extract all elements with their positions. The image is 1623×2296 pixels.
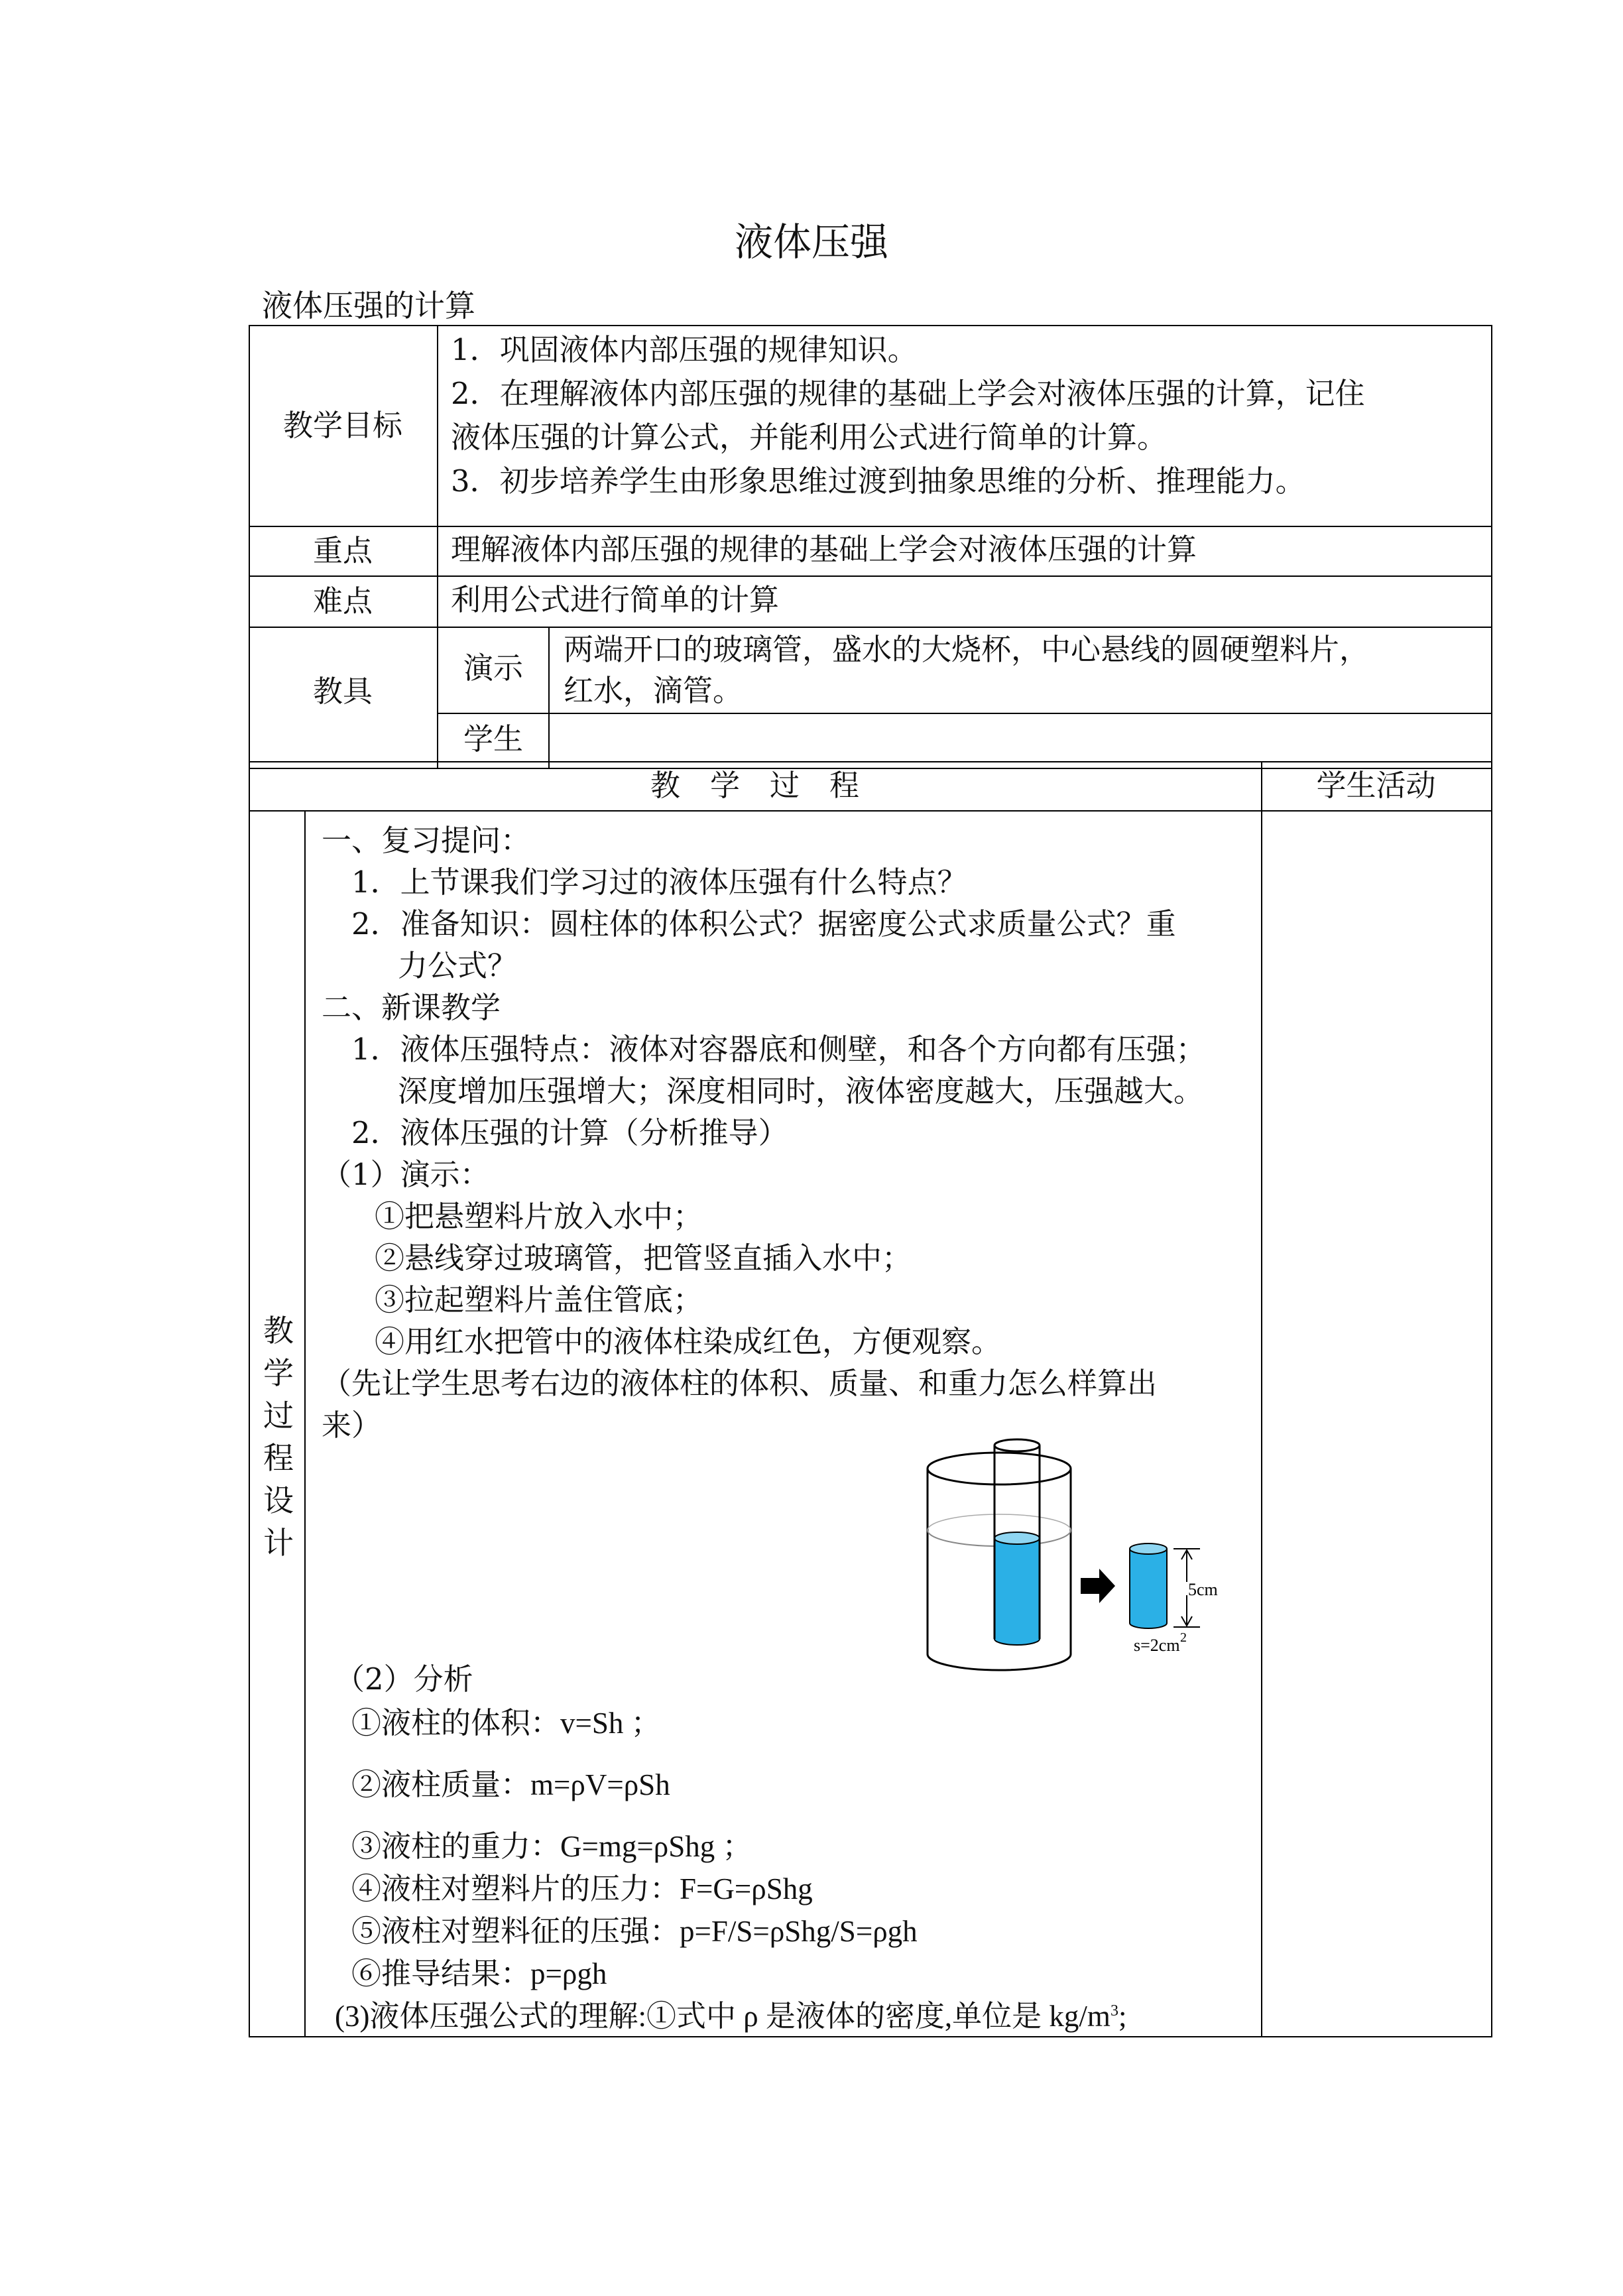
student-label: 学生 — [463, 721, 523, 756]
area-label: s=2cm — [1134, 1636, 1180, 1655]
key-label: 重点 — [312, 533, 373, 568]
demo-step-1: ①把悬塑料片放入水中； — [375, 1199, 703, 1234]
analysis-heading: （2）分析 — [335, 1662, 473, 1697]
document-subtitle: 液体压强的计算 — [262, 288, 475, 324]
row-divider — [249, 575, 1492, 577]
key-text: 理解液体内部压强的规律的基础上学会对液体压强的计算 — [451, 532, 1197, 567]
vertical-char: 学 — [263, 1355, 294, 1391]
new-lesson-heading: 二、新课教学 — [322, 990, 501, 1025]
area-exponent: 2 — [1180, 1630, 1187, 1645]
vertical-char: 教 — [263, 1313, 294, 1349]
process-header: 教 学 过 程 — [650, 768, 859, 803]
objective-line-1: 1．巩固液体内部压强的规律知识。 — [451, 332, 918, 367]
pressure-features-cont: 深度增加压强增大；深度相同时，液体密度越大，压强越大。 — [398, 1073, 1204, 1109]
step-result: ⑥推导结果：p=ρgh — [351, 1957, 607, 1990]
demo-label: 演示 — [463, 650, 523, 686]
row-divider — [437, 713, 1492, 714]
think-prompt: （先让学生思考右边的液体柱的体积、质量、和重力怎么样算出 — [322, 1366, 1158, 1401]
info-label-divider — [437, 325, 438, 769]
unit-exponent: 3 — [1110, 2002, 1118, 2020]
vertical-section-label — [249, 1309, 308, 1564]
arrow-right-icon — [1081, 1569, 1115, 1603]
step-gravity: ③液柱的重力：G=mg=ρShg ； — [351, 1830, 752, 1863]
difficulty-label: 难点 — [312, 583, 373, 619]
formula-understanding-end: ; — [1118, 2000, 1127, 2033]
review-question-1: 1．上节课我们学习过的液体压强有什么特点？ — [351, 865, 967, 900]
vertical-char: 设 — [263, 1482, 294, 1518]
vertical-char: 计 — [263, 1525, 294, 1561]
document-title: 液体压强 — [734, 219, 888, 265]
demo-step-3: ③拉起塑料片盖住管底； — [375, 1282, 703, 1317]
objective-line-3: 液体压强的计算公式，并能利用公式进行简单的计算。 — [451, 420, 1168, 455]
objective-line-2: 2．在理解液体内部压强的规律的基础上学会对液体压强的计算，记住 — [451, 376, 1365, 411]
step-volume: ①液柱的体积：v=Sh ； — [351, 1707, 661, 1740]
difficulty-text: 利用公式进行简单的计算 — [451, 582, 780, 617]
demo-step-2: ②悬线穿过玻璃管，把管竖直插入水中； — [375, 1240, 912, 1276]
header-divider — [249, 810, 1492, 812]
row-divider — [249, 526, 1492, 527]
tools-sub-divider — [548, 627, 550, 768]
tools-label: 教具 — [312, 674, 373, 709]
step-force: ④液柱对塑料片的压力：F=G=ρShg — [351, 1872, 813, 1905]
demo-heading: （1）演示： — [322, 1157, 490, 1192]
formula-understanding-text: (3)液体压强公式的理解:①式中 ρ 是液体的密度,单位是 kg/m — [335, 2000, 1111, 2033]
vertical-char: 过 — [263, 1398, 294, 1433]
pressure-calc-heading: 2．液体压强的计算（分析推导） — [351, 1115, 788, 1150]
vertical-char: 程 — [263, 1440, 294, 1476]
review-question-2: 2．准备知识：圆柱体的体积公式？据密度公式求质量公式？重 — [351, 906, 1176, 941]
beaker-illustration — [915, 1419, 1246, 1684]
objectives-label: 教学目标 — [282, 408, 402, 443]
demo-line-2: 红水，滴管。 — [564, 673, 743, 708]
activity-column-divider — [1261, 761, 1262, 2037]
pressure-features: 1．液体压强特点：液体对容器底和侧壁，和各个方向都有压强； — [351, 1032, 1206, 1067]
step-mass: ②液柱质量：m=ρV=ρSh — [351, 1768, 670, 1801]
review-heading: 一、复习提问： — [322, 823, 531, 858]
demo-step-4: ④用红水把管中的液体柱染成红色，方便观察。 — [375, 1324, 1002, 1359]
formula-understanding — [335, 1992, 1126, 2035]
water-column-icon — [1130, 1543, 1167, 1628]
think-prompt-cont: 来） — [322, 1408, 382, 1443]
objective-line-4: 3．初步培养学生由形象思维过渡到抽象思维的分析、推理能力。 — [451, 463, 1305, 499]
height-label: 5cm — [1188, 1580, 1218, 1599]
glass-tube-icon — [994, 1439, 1040, 1645]
demo-line-1: 两端开口的玻璃管，盛水的大烧杯，中心悬线的圆硬塑料片， — [564, 632, 1370, 667]
activity-header: 学生活动 — [1316, 768, 1436, 803]
review-question-2-cont: 力公式？ — [398, 948, 518, 983]
step-pressure: ⑤液柱对塑料征的压强：p=F/S=ρShg/S=ρgh — [351, 1915, 918, 1948]
